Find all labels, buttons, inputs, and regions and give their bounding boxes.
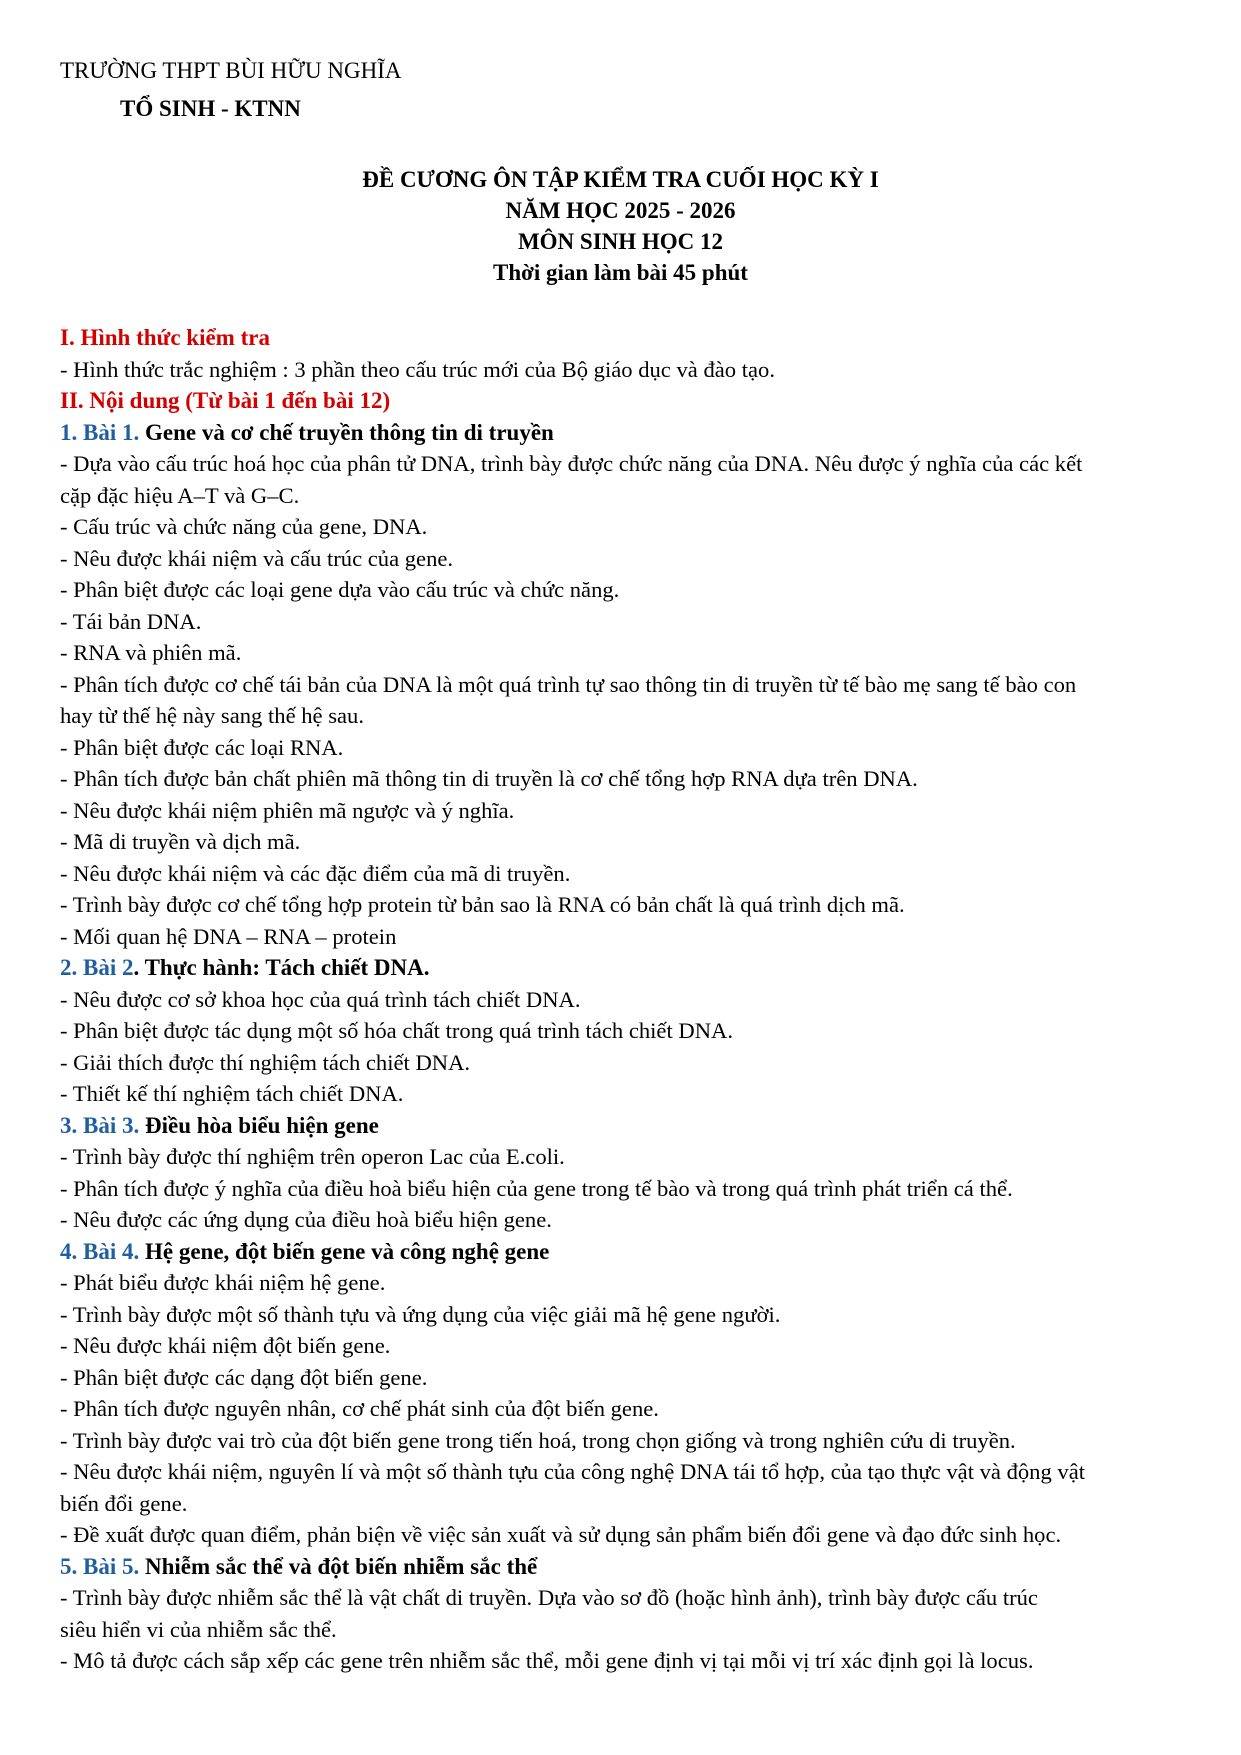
lesson-title: . Thực hành: Tách chiết DNA. — [133, 955, 430, 980]
lesson-objective-line: - Nêu được khái niệm, nguyên lí và một số thành tựu của công nghệ DNA tái tổ hợp, của tạo thực vật và động vật — [60, 1459, 1086, 1484]
lesson-title: Hệ gene, đột biến gene và công nghệ gene — [139, 1238, 550, 1264]
lesson-title: Điều hòa biểu hiện gene — [139, 1112, 379, 1138]
lesson-objective-line: - Phân biệt được các dạng đột biến gene. — [60, 1364, 428, 1390]
lesson-objective-line: - Nêu được khái niệm và cấu trúc của gene. — [60, 545, 454, 571]
lesson-objective-line: - Nêu được các ứng dụng của điều hoà biểu hiện gene. — [60, 1207, 552, 1232]
lessons-list — [60, 417, 1181, 1677]
school-name: TRƯỜNG THPT BÙI HỮU NGHĨA — [60, 58, 402, 83]
department-name: TỔ SINH - KTNN — [120, 96, 301, 121]
section-heading-content: II. Nội dung (Từ bài 1 đến bài 12) — [60, 388, 391, 413]
title-line-3: MÔN SINH HỌC 12 — [517, 229, 724, 254]
title-line-4: Thời gian làm bài 45 phút — [493, 260, 748, 285]
lesson-objective-line: - Phân biệt được tác dụng một số hóa chất trong quá trình tách chiết DNA. — [60, 1018, 733, 1043]
section-heading-exam-format: I. Hình thức kiểm tra — [60, 325, 270, 350]
lesson-objective-line: - Trình bày được nhiễm sắc thể là vật chất di truyền. Dựa vào sơ đồ (hoặc hình ảnh), trình bày được cấu trúc — [60, 1585, 1038, 1610]
exam-format-text: - Hình thức trắc nghiệm : 3 phần theo cấu trúc mới của Bộ giáo dục và đào tạo. — [60, 356, 775, 382]
lesson-objective-line: - Thiết kế thí nghiệm tách chiết DNA. — [60, 1081, 404, 1106]
lesson-objective-line: - Phân tích được cơ chế tái bản của DNA là một quá trình tự sao thông tin di truyền từ tế bào mẹ sang tế bào con — [60, 671, 1077, 697]
lesson-number: 4. Bài 4. — [60, 1238, 140, 1264]
lesson-heading — [60, 417, 1181, 449]
lesson-objective-line: - Nêu được khái niệm và các đặc điểm của mã di truyền. — [60, 860, 571, 886]
lesson-title: Gene và cơ chế truyền thông tin di truyền — [139, 419, 554, 445]
lesson-objective-line: - RNA và phiên mã. — [60, 640, 242, 665]
lesson-block — [60, 1110, 1181, 1236]
lesson-objective-line: - Phân tích được bản chất phiên mã thông tin di truyền là cơ chế tổng hợp RNA dựa trên DNA. — [60, 766, 918, 791]
lesson-heading — [60, 1236, 1181, 1268]
lesson-block — [60, 417, 1181, 953]
lesson-objective-line: - Phân biệt được các loại RNA. — [60, 734, 344, 760]
lesson-objective-line: - Trình bày được vai trò của đột biến gene trong tiến hoá, trong chọn giống và trong nghiên cứu di truyền. — [60, 1427, 1016, 1453]
lesson-objective-line: - Phân tích được nguyên nhân, cơ chế phát sinh của đột biến gene. — [60, 1396, 659, 1421]
lesson-objective-line: - Tái bản DNA. — [60, 608, 202, 634]
lesson-objective-line: cặp đặc hiệu A–T và G–C. — [60, 482, 300, 508]
lesson-objective-line: - Phát biểu được khái niệm hệ gene. — [60, 1270, 386, 1295]
lesson-objective-line: - Trình bày được cơ chế tổng hợp protein từ bản sao là RNA có bản chất là quá trình dịch mã. — [60, 892, 905, 917]
lesson-objective-line: - Dựa vào cấu trúc hoá học của phân tử DNA, trình bày được chức năng của DNA. Nêu được ý nghĩa của các kết — [60, 451, 1083, 476]
lesson-objective-line: - Nêu được khái niệm phiên mã ngược và ý nghĩa. — [60, 797, 515, 823]
lesson-objective-line: - Giải thích được thí nghiệm tách chiết DNA. — [60, 1049, 471, 1075]
lesson-block — [60, 1551, 1181, 1677]
lesson-objective-line: - Mô tả được cách sắp xếp các gene trên nhiễm sắc thể, mỗi gene định vị tại mỗi vị trí xác định gọi là locus. — [60, 1648, 1034, 1673]
lesson-objective-line: - Mã di truyền và dịch mã. — [60, 829, 301, 854]
lesson-block — [60, 952, 1181, 1110]
lesson-heading — [60, 1551, 1181, 1583]
lesson-objective-line: siêu hiển vi của nhiễm sắc thể. — [60, 1616, 337, 1642]
lesson-heading — [60, 1110, 1181, 1142]
lesson-objective-line: - Trình bày được thí nghiệm trên operon Lac của E.coli. — [60, 1144, 565, 1169]
lesson-objective-line: - Mối quan hệ DNA – RNA – protein — [60, 923, 397, 949]
lesson-number: 5. Bài 5. — [60, 1553, 140, 1579]
lesson-block — [60, 1236, 1181, 1551]
lesson-objective-line: biến đổi gene. — [60, 1490, 188, 1516]
lesson-objective-line: hay từ thế hệ này sang thế hệ sau. — [60, 703, 364, 728]
title-line-2: NĂM HỌC 2025 - 2026 — [505, 198, 736, 223]
lesson-number: 1. Bài 1. — [60, 419, 140, 445]
lesson-heading — [60, 952, 1181, 984]
lesson-number: 2. Bài 2 — [60, 955, 134, 980]
lesson-objective-line: - Nêu được cơ sở khoa học của quá trình tách chiết DNA. — [60, 986, 581, 1012]
document-title — [60, 164, 1181, 288]
lesson-objective-line: - Đề xuất được quan điểm, phản biện về việc sản xuất và sử dụng sản phẩm biến đổi gene và đạo đức sinh học. — [60, 1522, 1062, 1547]
lesson-number: 3. Bài 3. — [60, 1112, 140, 1138]
lesson-objective-line: - Phân tích được ý nghĩa của điều hoà biểu hiện của gene trong tế bào và trong quá trình phát triển cá thể. — [60, 1175, 1013, 1201]
lesson-objective-line: - Cấu trúc và chức năng của gene, DNA. — [60, 514, 428, 539]
lesson-objective-line: - Nêu được khái niệm đột biến gene. — [60, 1333, 391, 1358]
lesson-objective-line: - Phân biệt được các loại gene dựa vào cấu trúc và chức năng. — [60, 577, 620, 602]
lesson-title: Nhiễm sắc thể và đột biến nhiễm sắc thể — [139, 1553, 538, 1579]
title-line-1: ĐỀ CƯƠNG ÔN TẬP KIỂM TRA CUỐI HỌC KỲ I — [362, 167, 879, 192]
lesson-objective-line: - Trình bày được một số thành tựu và ứng dụng của việc giải mã hệ gene người. — [60, 1301, 781, 1327]
